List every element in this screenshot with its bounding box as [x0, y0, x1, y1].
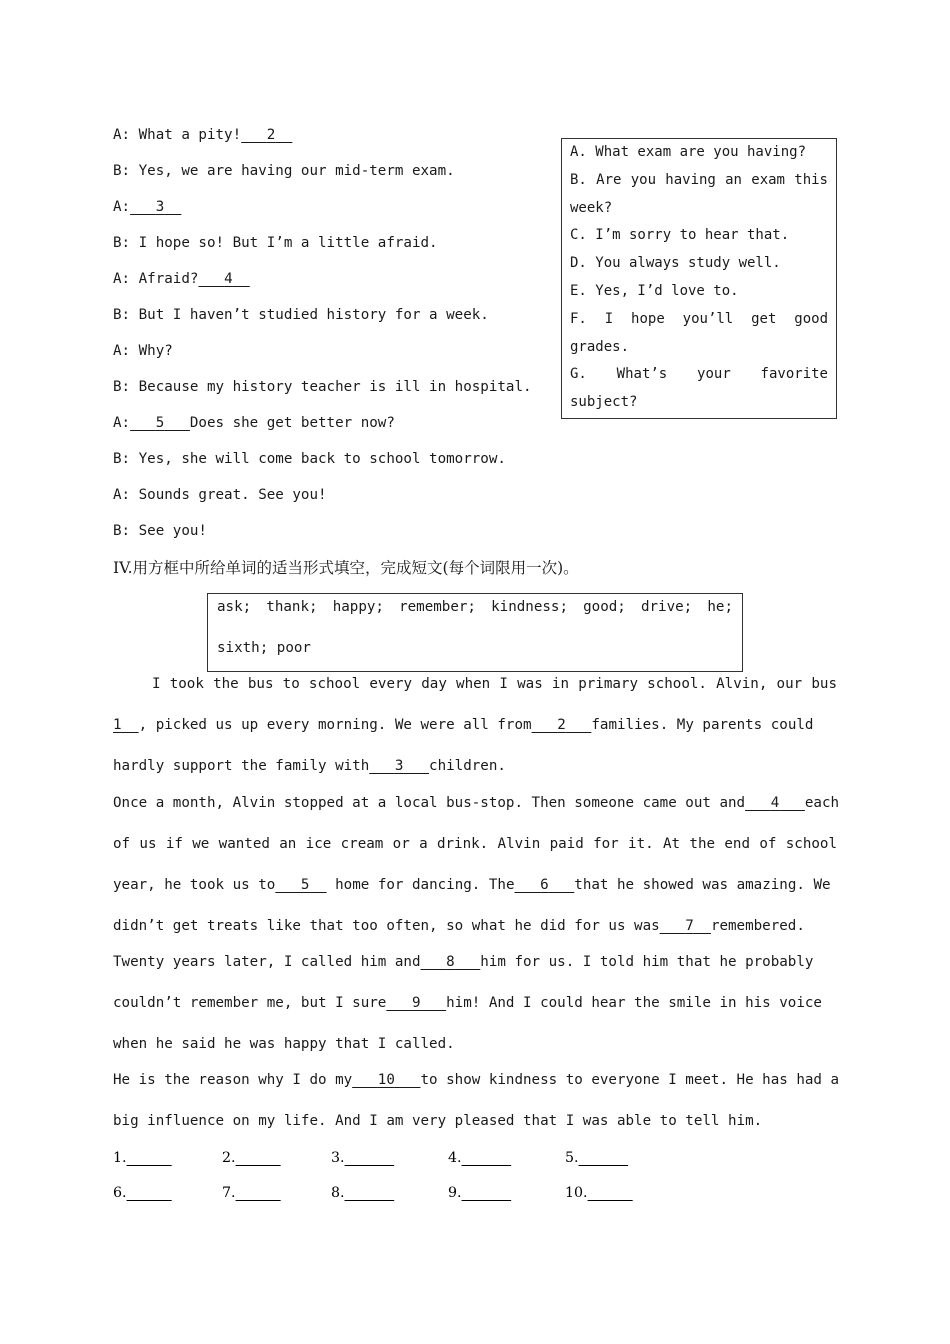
- blank-number: 3: [394, 758, 404, 774]
- blank-4: [198, 271, 249, 287]
- dialogue-text: Sounds great. See you!: [138, 487, 327, 503]
- answer-number: 10.: [565, 1185, 588, 1201]
- blank-10: [352, 1072, 420, 1088]
- passage-text: children.: [429, 758, 506, 774]
- speaker-label: A:: [113, 487, 131, 503]
- blank-number: 5: [300, 877, 310, 893]
- options-box: [561, 138, 837, 419]
- blank-6: [514, 877, 574, 893]
- passage-line-2: [113, 717, 837, 733]
- answer-number: 3.: [331, 1150, 345, 1166]
- blank-4: [745, 795, 805, 811]
- passage-line-1: I took the bus to school every day when I was in primary school. Alvin, our bus: [152, 676, 837, 692]
- answer-number: 9.: [448, 1185, 462, 1201]
- blank-number: 9: [411, 995, 421, 1011]
- dialogue-line-3: [113, 199, 181, 215]
- blank-number: 4: [770, 795, 780, 811]
- speaker-label: A:: [113, 127, 131, 143]
- blank-8: [421, 954, 481, 970]
- blank-3: [130, 199, 181, 215]
- answer-number: 2.: [222, 1150, 236, 1166]
- passage-line-7: [113, 918, 837, 934]
- blank-5: [130, 415, 190, 431]
- blank-number: 1: [113, 717, 122, 733]
- word-box: [207, 593, 743, 672]
- answer-3[interactable]: [331, 1150, 394, 1166]
- passage-text: couldn’t remember me, but I sure: [113, 995, 387, 1011]
- passage-text: home for dancing. The: [335, 877, 515, 893]
- blank-5: [275, 877, 326, 893]
- option-f-line1: F. I hope you’ll get good: [570, 310, 828, 327]
- speaker-label: B:: [113, 451, 131, 467]
- blank-number: 3: [155, 199, 165, 215]
- blank-3: [369, 758, 429, 774]
- blank-number: 5: [155, 415, 165, 431]
- dialogue-text: Afraid?: [138, 271, 199, 287]
- passage-line-10: when he said he was happy that I called.: [113, 1036, 455, 1052]
- dialogue-line-12: [113, 523, 207, 539]
- speaker-label: B:: [113, 235, 131, 251]
- blank-number: 7: [685, 918, 694, 934]
- passage-line-4: [113, 795, 840, 811]
- speaker-label: A:: [113, 199, 131, 215]
- option-g-line1: G. What’s your favorite: [570, 366, 828, 383]
- option-g-line2: subject?: [570, 394, 638, 411]
- speaker-label: A:: [113, 271, 131, 287]
- passage-text: to show kindness to everyone I meet. He has had a: [420, 1072, 840, 1088]
- dialogue-line-2: [113, 163, 455, 179]
- word-list-line2: sixth; poor: [217, 640, 311, 656]
- answer-7[interactable]: [222, 1185, 281, 1201]
- option-e: E. Yes, I’d love to.: [570, 282, 739, 299]
- dialogue-text: I hope so! But I’m a little afraid.: [138, 235, 438, 251]
- passage-text: hardly support the family with: [113, 758, 370, 774]
- passage-line-8: [113, 954, 837, 970]
- passage-text: Once a month, Alvin stopped at a local bus-stop. Then someone came out and: [113, 795, 746, 811]
- answer-5[interactable]: [565, 1150, 628, 1166]
- passage-line-12: big influence on my life. And I am very pleased that I was able to tell him.: [113, 1113, 763, 1129]
- passage-text: year, he took us to: [113, 877, 276, 893]
- speaker-label: B:: [113, 163, 131, 179]
- answer-4[interactable]: [448, 1150, 511, 1166]
- passage-text: remembered.: [710, 918, 805, 934]
- option-b-line1: B. Are you having an exam this: [570, 171, 828, 188]
- dialogue-line-11: [113, 487, 327, 503]
- word-list-line1: ask; thank; happy; remember; kindness; good; drive; he;: [217, 599, 733, 615]
- passage-text: , picked us up every morning. We were all from: [138, 717, 532, 733]
- answer-2[interactable]: [222, 1150, 281, 1166]
- passage-text: him! And I could hear the smile in his voice: [446, 995, 822, 1011]
- answer-number: 4.: [448, 1150, 462, 1166]
- passage-line-6: [113, 877, 837, 893]
- answer-number: 8.: [331, 1185, 345, 1201]
- answer-8[interactable]: [331, 1185, 394, 1201]
- answer-1[interactable]: [113, 1150, 172, 1166]
- dialogue-line-9: [113, 415, 395, 431]
- blank-1: [113, 717, 139, 733]
- passage-text: didn’t get treats like that too often, so what he did for us was: [113, 918, 660, 934]
- dialogue-line-5: [113, 271, 250, 287]
- option-d: D. You always study well.: [570, 255, 781, 272]
- passage-text: Twenty years later, I called him and: [113, 954, 421, 970]
- dialogue-text: Yes, we are having our mid-term exam.: [138, 163, 455, 179]
- speaker-label: B:: [113, 523, 131, 539]
- dialogue-text: What a pity!: [138, 127, 242, 143]
- blank-number: 10: [377, 1072, 395, 1088]
- option-f-line2: grades.: [570, 338, 630, 355]
- passage-line-5: of us if we wanted an ice cream or a drink. Alvin paid for it. At the end of school: [113, 836, 837, 852]
- dialogue-line-6: [113, 307, 489, 323]
- passage-line-3: [113, 758, 837, 774]
- dialogue-text: See you!: [138, 523, 207, 539]
- answer-number: 1.: [113, 1150, 127, 1166]
- dialogue-text: Yes, she will come back to school tomorrow.: [138, 451, 506, 467]
- blank-9: [386, 995, 446, 1011]
- dialogue-text: Does she get better now?: [189, 415, 395, 431]
- passage-text: each: [804, 795, 840, 811]
- option-b-line2: week?: [570, 199, 613, 216]
- blank-7: [660, 918, 711, 934]
- blank-number: 6: [540, 877, 549, 893]
- answer-number: 7.: [222, 1185, 236, 1201]
- blank-number: 8: [446, 954, 455, 970]
- answer-10[interactable]: [565, 1185, 633, 1201]
- blank-number: 4: [224, 271, 233, 287]
- section-heading: IV.用方框中所给单词的适当形式填空，完成短文(每个词限用一次)。: [113, 559, 579, 577]
- speaker-label: B:: [113, 307, 131, 323]
- dialogue-line-7: [113, 343, 173, 359]
- dialogue-line-4: [113, 235, 438, 251]
- option-a: A. What exam are you having?: [570, 144, 807, 160]
- dialogue-text: Because my history teacher is ill in hospital.: [138, 379, 532, 395]
- answer-number: 5.: [565, 1150, 579, 1166]
- passage-text: that he showed was amazing. We: [574, 877, 831, 893]
- passage-line-11: [113, 1072, 840, 1088]
- passage-text: him for us. I told him that he probably: [480, 954, 814, 970]
- dialogue-text: Why?: [138, 343, 173, 359]
- blank-2: [532, 717, 592, 733]
- answer-9[interactable]: [448, 1185, 511, 1201]
- dialogue-text: But I haven’t studied history for a week.: [138, 307, 489, 323]
- blank-2: [241, 127, 292, 143]
- blank-number: 2: [557, 717, 566, 733]
- speaker-label: B:: [113, 379, 131, 395]
- answer-6[interactable]: [113, 1185, 172, 1201]
- blank-number: 2: [266, 127, 276, 143]
- speaker-label: A:: [113, 343, 131, 359]
- dialogue-line-10: [113, 451, 506, 467]
- passage-line-9: [113, 995, 837, 1011]
- speaker-label: A:: [113, 415, 131, 431]
- dialogue-line-1: [113, 127, 292, 143]
- passage-text: He is the reason why I do my: [113, 1072, 353, 1088]
- dialogue-line-8: [113, 379, 532, 395]
- answer-number: 6.: [113, 1185, 127, 1201]
- passage-text: families. My parents could: [591, 717, 814, 733]
- option-c: C. I’m sorry to hear that.: [570, 227, 790, 244]
